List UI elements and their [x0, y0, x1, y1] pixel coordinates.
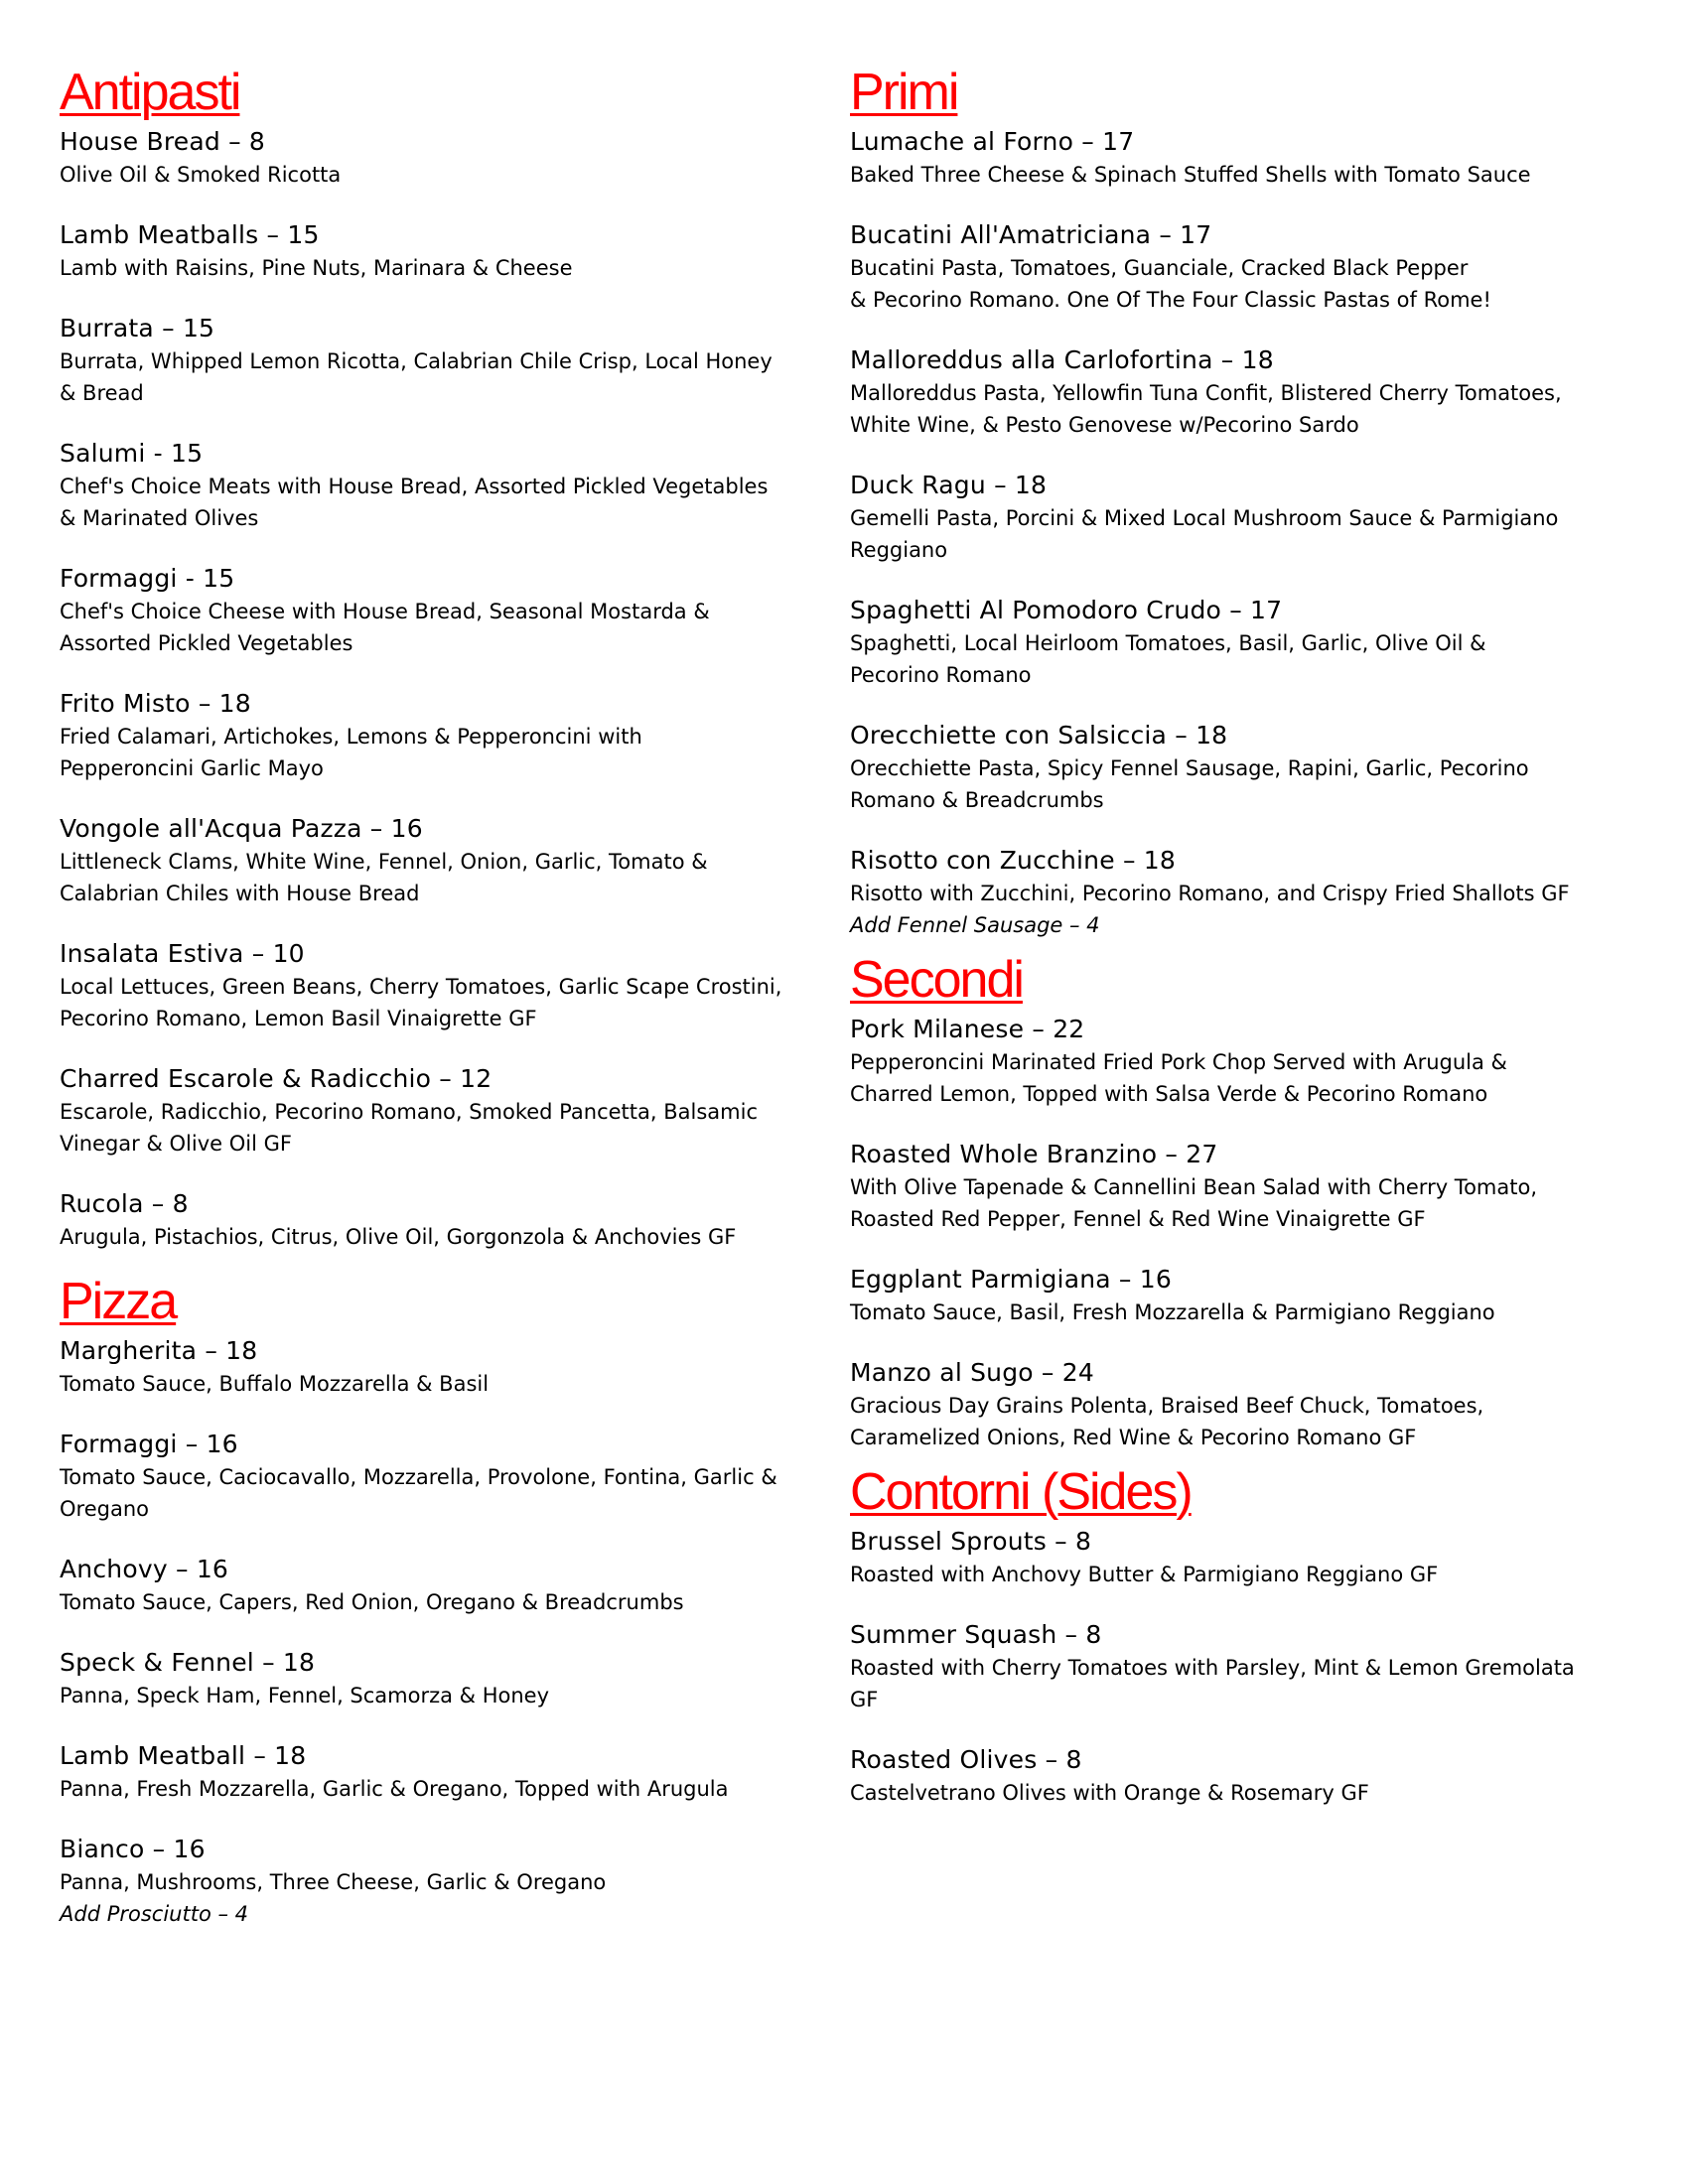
- menu-item-description: [850, 1390, 1644, 1453]
- menu-item-description: [60, 971, 834, 1034]
- menu-item-description: [850, 502, 1644, 566]
- menu-item-description: [60, 345, 834, 409]
- section-heading: Contorni (Sides): [850, 1463, 1192, 1521]
- menu-item-title: Salumi - 15: [60, 439, 204, 468]
- menu-item: [850, 844, 1644, 941]
- menu-item-title: Roasted Whole Branzino – 27: [850, 1140, 1218, 1168]
- description-line: Local Lettuces, Green Beans, Cherry Tomatoes, Garlic Scape Crostini,: [60, 975, 782, 999]
- description-line: Pecorino Romano: [850, 663, 1032, 687]
- description-line: Panna, Mushrooms, Three Cheese, Garlic & Oregano: [60, 1870, 607, 1894]
- description-line: Orecchiette Pasta, Spicy Fennel Sausage, Rapini, Garlic, Pecorino: [850, 756, 1529, 780]
- description-line: Burrata, Whipped Lemon Ricotta, Calabrian Chile Crisp, Local Honey: [60, 349, 773, 373]
- menu-item: [850, 1743, 1644, 1809]
- menu-item-title: Lumache al Forno – 17: [850, 127, 1135, 156]
- menu-item-description: [60, 1773, 834, 1805]
- menu-column-left: [60, 62, 834, 1948]
- menu-item-title: Frito Misto – 18: [60, 689, 251, 718]
- menu-item-title: House Bread – 8: [60, 127, 266, 156]
- menu-item-description: [850, 1652, 1644, 1715]
- menu-item-title: Vongole all'Acqua Pazza – 16: [60, 814, 423, 843]
- menu-item-title: Pork Milanese – 22: [850, 1015, 1085, 1043]
- menu-item-title: Brussel Sprouts – 8: [850, 1527, 1092, 1556]
- menu-column-right: [850, 62, 1644, 1827]
- menu-item-description: [60, 1096, 834, 1160]
- menu-item-addon: Add Prosciutto – 4: [60, 1902, 249, 1926]
- description-line: Assorted Pickled Vegetables: [60, 631, 353, 655]
- description-line: Chef's Choice Meats with House Bread, Assorted Pickled Vegetables: [60, 475, 769, 498]
- description-line: Roasted with Cherry Tomatoes with Parsley, Mint & Lemon Gremolata: [850, 1656, 1575, 1680]
- menu-item-description: [850, 1046, 1644, 1110]
- menu-item: [850, 343, 1644, 441]
- menu-item: [850, 1013, 1644, 1110]
- menu-item: [850, 218, 1644, 316]
- description-line: Chef's Choice Cheese with House Bread, Seasonal Mostarda &: [60, 600, 710, 623]
- menu-item: [60, 1739, 834, 1805]
- menu-item-title: Eggplant Parmigiana – 16: [850, 1265, 1172, 1294]
- menu-item-description: [850, 1777, 1644, 1809]
- description-line: Malloreddus Pasta, Yellowfin Tuna Confit, Blistered Cherry Tomatoes,: [850, 381, 1562, 405]
- menu-item-description: [60, 1461, 834, 1525]
- menu-item-description: [60, 846, 834, 909]
- menu-item-title: Lamb Meatball – 18: [60, 1741, 307, 1770]
- description-line: Risotto with Zucchini, Pecorino Romano, and Crispy Fried Shallots GF: [850, 882, 1570, 905]
- menu-item-title: Risotto con Zucchine – 18: [850, 846, 1176, 875]
- menu-item-description: [850, 1559, 1644, 1590]
- menu-item: [850, 1525, 1644, 1590]
- menu-item-title: Summer Squash – 8: [850, 1620, 1102, 1649]
- section-heading: Secondi: [850, 951, 1023, 1009]
- menu-item-title: Bucatini All'Amatriciana – 17: [850, 220, 1212, 249]
- description-line: Gemelli Pasta, Porcini & Mixed Local Mushroom Sauce & Parmigiano: [850, 506, 1559, 530]
- section-heading: Primi: [850, 64, 958, 121]
- menu-item-description: [850, 377, 1644, 441]
- menu-item-description: [850, 752, 1644, 816]
- menu-item-description: [850, 252, 1644, 316]
- description-line: Littleneck Clams, White Wine, Fennel, Onion, Garlic, Tomato &: [60, 850, 708, 874]
- menu-section-secondi: [850, 949, 1644, 1453]
- menu-item-title: Roasted Olives – 8: [850, 1745, 1082, 1774]
- description-line: Charred Lemon, Topped with Salsa Verde & Pecorino Romano: [850, 1082, 1488, 1106]
- menu-item: [60, 437, 834, 534]
- section-heading: Pizza: [60, 1273, 177, 1330]
- menu-section-contorni-sides: [850, 1461, 1644, 1809]
- menu-item-description: [60, 252, 834, 284]
- menu-item-description: [850, 1297, 1644, 1328]
- description-line: Spaghetti, Local Heirloom Tomatoes, Basil, Garlic, Olive Oil &: [850, 631, 1486, 655]
- description-line: & Pecorino Romano. One Of The Four Classic Pastas of Rome!: [850, 288, 1491, 312]
- description-line: Roasted Red Pepper, Fennel & Red Wine Vinaigrette GF: [850, 1207, 1426, 1231]
- menu-item: [60, 562, 834, 659]
- menu-item-title: Duck Ragu – 18: [850, 471, 1048, 499]
- description-line: Panna, Fresh Mozzarella, Garlic & Oregano, Topped with Arugula: [60, 1777, 729, 1801]
- description-line: Panna, Speck Ham, Fennel, Scamorza & Honey: [60, 1684, 550, 1707]
- description-line: Caramelized Onions, Red Wine & Pecorino Romano GF: [850, 1426, 1417, 1449]
- menu-item: [850, 1263, 1644, 1328]
- menu-item: [850, 1138, 1644, 1235]
- menu-item: [60, 218, 834, 284]
- menu-item: [60, 1646, 834, 1711]
- menu-item-title: Spaghetti Al Pomodoro Crudo – 17: [850, 596, 1283, 624]
- menu-item: [60, 125, 834, 191]
- menu-section-pizza: [60, 1271, 834, 1930]
- description-line: Baked Three Cheese & Spinach Stuffed Shells with Tomato Sauce: [850, 163, 1531, 187]
- menu-item-description: [60, 1221, 834, 1253]
- description-line: Tomato Sauce, Caciocavallo, Mozzarella, Provolone, Fontina, Garlic &: [60, 1465, 777, 1489]
- menu-item: [850, 1356, 1644, 1453]
- menu-item: [60, 1062, 834, 1160]
- menu-item: [60, 1553, 834, 1618]
- description-line: & Marinated Olives: [60, 506, 259, 530]
- menu-item-title: Lamb Meatballs – 15: [60, 220, 320, 249]
- description-line: Roasted with Anchovy Butter & Parmigiano Reggiano GF: [850, 1563, 1439, 1586]
- description-line: Arugula, Pistachios, Citrus, Olive Oil, Gorgonzola & Anchovies GF: [60, 1225, 737, 1249]
- menu-item-title: Charred Escarole & Radicchio – 12: [60, 1064, 492, 1093]
- menu-item: [60, 1428, 834, 1525]
- description-line: Gracious Day Grains Polenta, Braised Beef Chuck, Tomatoes,: [850, 1394, 1484, 1418]
- description-line: With Olive Tapenade & Cannellini Bean Salad with Cherry Tomato,: [850, 1175, 1537, 1199]
- menu-item-description: [60, 596, 834, 659]
- description-line: Tomato Sauce, Buffalo Mozzarella & Basil: [60, 1372, 490, 1396]
- menu-item: [60, 1334, 834, 1400]
- description-line: Reggiano: [850, 538, 948, 562]
- menu-item: [60, 312, 834, 409]
- description-line: Escarole, Radicchio, Pecorino Romano, Smoked Pancetta, Balsamic: [60, 1100, 758, 1124]
- menu-item-description: [60, 471, 834, 534]
- menu-item-description: [60, 1586, 834, 1618]
- menu-item: [60, 687, 834, 784]
- description-line: Romano & Breadcrumbs: [850, 788, 1104, 812]
- description-line: Olive Oil & Smoked Ricotta: [60, 163, 342, 187]
- description-line: Calabrian Chiles with House Bread: [60, 882, 420, 905]
- menu-item: [60, 812, 834, 909]
- description-line: Oregano: [60, 1497, 149, 1521]
- section-heading: Antipasti: [60, 64, 240, 121]
- menu-item-title: Bianco – 16: [60, 1835, 206, 1863]
- menu-section-primi: [850, 62, 1644, 941]
- menu-item-title: Manzo al Sugo – 24: [850, 1358, 1094, 1387]
- menu-item-title: Speck & Fennel – 18: [60, 1648, 316, 1677]
- description-line: Tomato Sauce, Capers, Red Onion, Oregano & Breadcrumbs: [60, 1590, 684, 1614]
- menu-item: [60, 1833, 834, 1930]
- description-line: & Bread: [60, 381, 144, 405]
- description-line: Vinegar & Olive Oil GF: [60, 1132, 292, 1156]
- menu-section-antipasti: [60, 62, 834, 1253]
- menu-item-title: Malloreddus alla Carlofortina – 18: [850, 345, 1274, 374]
- menu-item-description: [60, 159, 834, 191]
- menu-item: [850, 719, 1644, 816]
- menu-item-description: [60, 721, 834, 784]
- menu-item-title: Formaggi – 16: [60, 1430, 238, 1458]
- description-line: White Wine, & Pesto Genovese w/Pecorino Sardo: [850, 413, 1359, 437]
- description-line: GF: [850, 1688, 879, 1711]
- menu-item-description: [60, 1680, 834, 1711]
- menu-item-title: Insalata Estiva – 10: [60, 939, 305, 968]
- description-line: Fried Calamari, Artichokes, Lemons & Pepperoncini with: [60, 725, 642, 749]
- menu-item-description: [850, 627, 1644, 691]
- description-line: Pecorino Romano, Lemon Basil Vinaigrette GF: [60, 1007, 537, 1030]
- menu-item: [60, 937, 834, 1034]
- menu-item-description: [850, 1171, 1644, 1235]
- description-line: Pepperoncini Garlic Mayo: [60, 756, 324, 780]
- menu-item-description: [60, 1866, 834, 1898]
- menu-item-title: Orecchiette con Salsiccia – 18: [850, 721, 1228, 750]
- menu-item: [850, 594, 1644, 691]
- description-line: Bucatini Pasta, Tomatoes, Guanciale, Cracked Black Pepper: [850, 256, 1469, 280]
- menu-item-addon: Add Fennel Sausage – 4: [850, 913, 1100, 937]
- menu-item-title: Burrata – 15: [60, 314, 215, 342]
- description-line: Castelvetrano Olives with Orange & Rosemary GF: [850, 1781, 1369, 1805]
- menu-item-title: Margherita – 18: [60, 1336, 258, 1365]
- menu-item: [850, 469, 1644, 566]
- menu-item-description: [60, 1368, 834, 1400]
- menu-item: [850, 125, 1644, 191]
- menu-item-description: [850, 159, 1644, 191]
- menu-item: [60, 1187, 834, 1253]
- description-line: Lamb with Raisins, Pine Nuts, Marinara & Cheese: [60, 256, 573, 280]
- menu-item-description: [850, 878, 1644, 909]
- description-line: Pepperoncini Marinated Fried Pork Chop Served with Arugula &: [850, 1050, 1507, 1074]
- menu-item-title: Formaggi - 15: [60, 564, 235, 593]
- menu-item-title: Rucola – 8: [60, 1189, 189, 1218]
- menu-item-title: Anchovy – 16: [60, 1555, 229, 1583]
- menu-item: [850, 1618, 1644, 1715]
- description-line: Tomato Sauce, Basil, Fresh Mozzarella & Parmigiano Reggiano: [850, 1300, 1495, 1324]
